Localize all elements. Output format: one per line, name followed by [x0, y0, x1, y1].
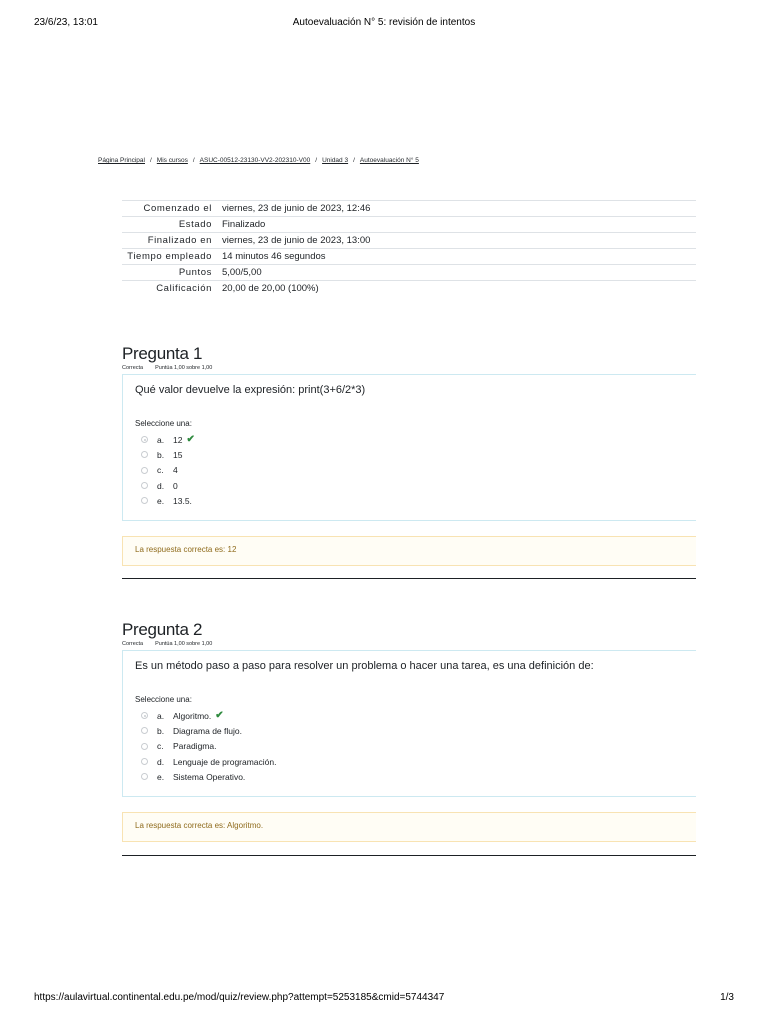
option-text: 0 [173, 480, 178, 491]
check-icon: ✔ [186, 434, 195, 446]
option-text: 4 [173, 465, 178, 476]
summary-value: Finalizado [218, 217, 696, 233]
summary-row-grade [122, 281, 696, 297]
answer-option-a[interactable] [135, 708, 684, 723]
option-text: Algoritmo. [173, 710, 212, 721]
correct-answer-feedback: La respuesta correcta es: 12 [122, 536, 696, 566]
question-title: Pregunta 1 [122, 344, 203, 363]
question-title: Pregunta 2 [122, 620, 203, 639]
radio-button[interactable] [141, 467, 148, 474]
summary-label: Estado [122, 217, 218, 233]
answer-option-a[interactable] [135, 432, 684, 447]
attempt-summary-table [122, 200, 696, 296]
breadcrumb [98, 157, 419, 164]
breadcrumb-my-courses[interactable]: Mis cursos [156, 157, 188, 164]
question-text: Qué valor devuelve la expresión: print(3+6/2*3) [135, 384, 366, 396]
answer-option-e[interactable] [135, 493, 684, 508]
summary-row-time-taken [122, 249, 696, 265]
question-2 [122, 620, 696, 842]
summary-value: 20,00 de 20,00 (100%) [218, 281, 696, 297]
question-content [122, 650, 696, 797]
answer-option-d[interactable] [135, 478, 684, 493]
check-icon: ✔ [215, 710, 224, 722]
correct-answer-feedback: La respuesta correcta es: Algoritmo. [122, 812, 696, 842]
print-footer [34, 992, 734, 1003]
print-datetime: 23/6/23, 13:01 [34, 17, 98, 28]
radio-button[interactable] [141, 497, 148, 504]
summary-row-state [122, 217, 696, 233]
breadcrumb-separator: / [315, 157, 318, 164]
radio-button[interactable] [141, 773, 148, 780]
question-status: Correcta [122, 365, 144, 371]
print-url: https://aulavirtual.continental.edu.pe/mod/quiz/review.php?attempt=5253185&cmid=5744347 [34, 992, 445, 1003]
answer-option-b[interactable] [135, 723, 684, 738]
answer-prompt: Seleccione una: [135, 419, 192, 428]
summary-label: Finalizado en [122, 233, 218, 249]
summary-value: viernes, 23 de junio de 2023, 12:46 [218, 201, 696, 217]
option-letter: b. [157, 449, 165, 460]
summary-row-finished [122, 233, 696, 249]
print-header [34, 17, 734, 28]
answer-prompt: Seleccione una: [135, 695, 192, 704]
option-text: Sistema Operativo. [173, 771, 246, 782]
option-letter: e. [157, 495, 165, 506]
option-letter: a. [157, 434, 165, 445]
option-text: 13.5. [173, 495, 192, 506]
question-score: Puntúa 1,00 sobre 1,00 [155, 365, 213, 371]
breadcrumb-separator: / [192, 157, 195, 164]
option-letter: a. [157, 710, 165, 721]
option-text: 15 [173, 449, 183, 460]
radio-button[interactable] [141, 758, 148, 765]
option-letter: c. [157, 465, 164, 476]
radio-button[interactable] [141, 727, 148, 734]
summary-value: 14 minutos 46 segundos [218, 249, 696, 265]
question-score: Puntúa 1,00 sobre 1,00 [155, 641, 213, 647]
question-divider [122, 855, 696, 856]
question-info [122, 641, 696, 647]
option-letter: d. [157, 756, 165, 767]
option-text: 12 [173, 434, 183, 445]
radio-button-selected[interactable] [141, 436, 148, 443]
answer-option-c[interactable] [135, 739, 684, 754]
print-page-title: Autoevaluación N° 5: revisión de intentos [292, 17, 476, 28]
option-text: Lenguaje de programación. [173, 756, 277, 767]
answer-option-b[interactable] [135, 447, 684, 462]
radio-button[interactable] [141, 482, 148, 489]
option-text: Diagrama de flujo. [173, 725, 242, 736]
answer-option-d[interactable] [135, 754, 684, 769]
option-letter: c. [157, 741, 164, 752]
option-text: Paradigma. [173, 741, 217, 752]
question-info [122, 365, 696, 371]
option-letter: d. [157, 480, 165, 491]
breadcrumb-quiz[interactable]: Autoevaluación N° 5 [359, 157, 419, 164]
question-divider [122, 578, 696, 579]
breadcrumb-course[interactable]: ASUC-00512-23130-VV2-202310-V00 [199, 157, 311, 164]
summary-value: 5,00/5,00 [218, 265, 696, 281]
breadcrumb-separator: / [149, 157, 152, 164]
summary-row-started [122, 201, 696, 217]
question-status: Correcta [122, 641, 144, 647]
radio-button[interactable] [141, 743, 148, 750]
radio-button[interactable] [141, 451, 148, 458]
answer-option-c[interactable] [135, 463, 684, 478]
question-1 [122, 344, 696, 566]
print-page-number: 1/3 [720, 992, 734, 1003]
summary-label: Puntos [122, 265, 218, 281]
summary-label: Tiempo empleado [122, 249, 218, 265]
summary-row-points [122, 265, 696, 281]
breadcrumb-home[interactable]: Página Principal [98, 157, 145, 164]
answer-option-e[interactable] [135, 769, 684, 784]
question-text: Es un método paso a paso para resolver un problema o hacer una tarea, es una definición de: [135, 660, 594, 672]
summary-label: Comenzado el [122, 201, 218, 217]
breadcrumb-separator: / [353, 157, 355, 164]
option-letter: b. [157, 725, 165, 736]
question-content [122, 374, 696, 521]
breadcrumb-unit[interactable]: Unidad 3 [322, 157, 349, 164]
summary-label: Calificación [122, 281, 218, 297]
option-letter: e. [157, 771, 165, 782]
radio-button-selected[interactable] [141, 712, 148, 719]
summary-value: viernes, 23 de junio de 2023, 13:00 [218, 233, 696, 249]
